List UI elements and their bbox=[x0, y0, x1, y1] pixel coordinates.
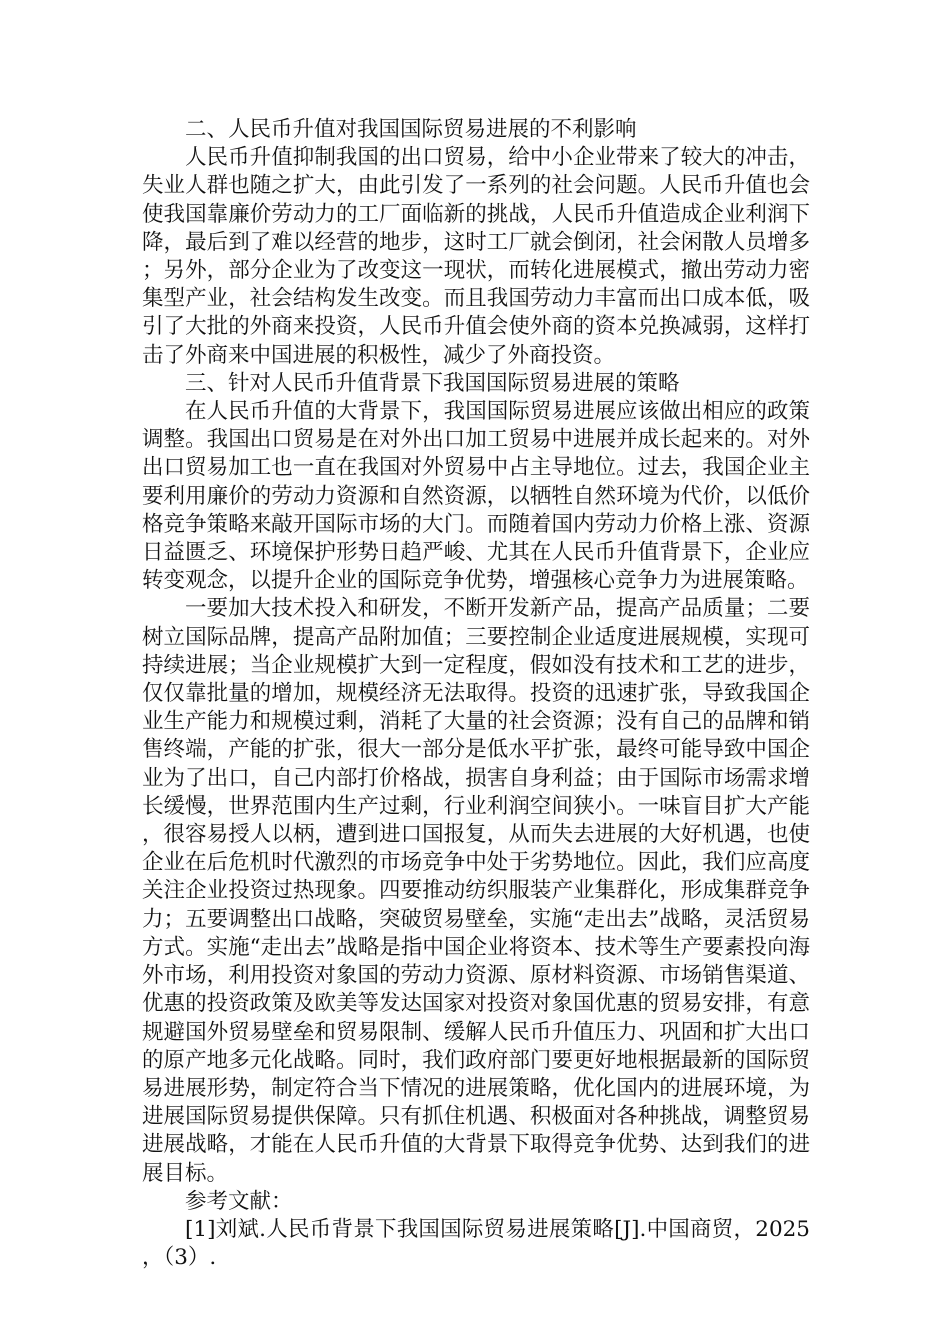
paragraph-policy-adjustment: 在人民币升值的大背景下，我国国际贸易进展应该做出相应的政策调整。我国出口贸易是在对外出口加工贸易中进展并成长起来的。对外出口贸易加工也一直在我国对外贸易中占主导地位。过去，我国企业主要利用廉价的劳动力资源和自然资源，以牺牲自然环境为代价，以低价格竞争策略来敲开国际市场的大门。而随着国内劳动力价格上涨、资源日益匮乏、环境保护形势日趋严峻、尤其在人民币升值背景下，企业应转变观念，以提升企业的国际竞争优势，增强核心竞争力为进展策略。 bbox=[142, 399, 810, 594]
document-body bbox=[142, 116, 810, 1272]
references-heading: 参考文献： bbox=[185, 1188, 293, 1214]
reference-item: [1]刘斌.人民币背景下我国国际贸易进展策略[J].中国商贸，2025，（3）. bbox=[142, 1216, 810, 1271]
section-heading-3: 三、针对人民币升值背景下我国国际贸易进展的策略 bbox=[185, 370, 680, 396]
section-heading-2: 二、人民币升值对我国国际贸易进展的不利影响 bbox=[185, 117, 637, 142]
paragraph-strategies: 一要加大技术投入和研发，不断开发新产品，提高产品质量；二要树立国际品牌，提高产品附加值；三要控制企业适度进展规模，实现可持续进展；当企业规模扩大到一定程度，假如没有技术和工艺的进步，仅仅靠批量的增加，规模经济无法取得。投资的迅速扩张，导致我国企业生产能力和规模过剩，消耗了大量的社会资源；没有自己的品牌和销售终端，产能的扩张，很大一部分是低水平扩张，最终可能导致中国企业为了出口，自己内部打价格战，损害自身利益；由于国际市场需求增长缓慢，世界范围内生产过剩，行业利润空间狭小。一味盲目扩大产能，很容易授人以柄，遭到进口国报复，从而失去进展的大好机遇，也使企业在后危机时代激烈的市场竞争中处于劣势地位。因此，我们应高度关注企业投资过热现象。四要推动纺织服装产业集群化，形成集群竞争力；五要调整出口战略，突破贸易壁垒，实施“走出去”战略，灵活贸易方式。实施“走出去”战略是指中国企业将资本、技术等生产要素投向海外市场，利用投资对象国的劳动力资源、原材料资源、市场销售渠道、优惠的投资政策及欧美等发达国家对投资对象国优惠的贸易安排，有意规避国外贸易壁垒和贸易限制、缓解人民币升值压力、巩固和扩大出口的原产地多元化战略。同时，我们政府部门要更好地根据最新的国际贸易进展形势，制定符合当下情况的进展策略，优化国内的进展环境，为进展国际贸易提供保障。只有抓住机遇、积极面对各种挑战，调整贸易进展战略，才能在人民币升值的大背景下取得竞争优势、达到我们的进展目标。 bbox=[142, 596, 810, 1186]
paragraph-negative-effects: 人民币升值抑制我国的出口贸易，给中小企业带来了较大的冲击，失业人群也随之扩大，由此引发了一系列的社会问题。人民币升值也会使我国靠廉价劳动力的工厂面临新的挑战，人民币升值造成企业利润下降，最后到了难以经营的地步，这时工厂就会倒闭，社会闲散人员增多；另外，部分企业为了改变这一现状，而转化进展模式，撤出劳动力密集型产业，社会结构发生改变。而且我国劳动力丰富而出口成本低，吸引了大批的外商来投资，人民币升值会使外商的资本兑换减弱，这样打击了外商来中国进展的积极性，减少了外商投资。 bbox=[142, 145, 810, 368]
